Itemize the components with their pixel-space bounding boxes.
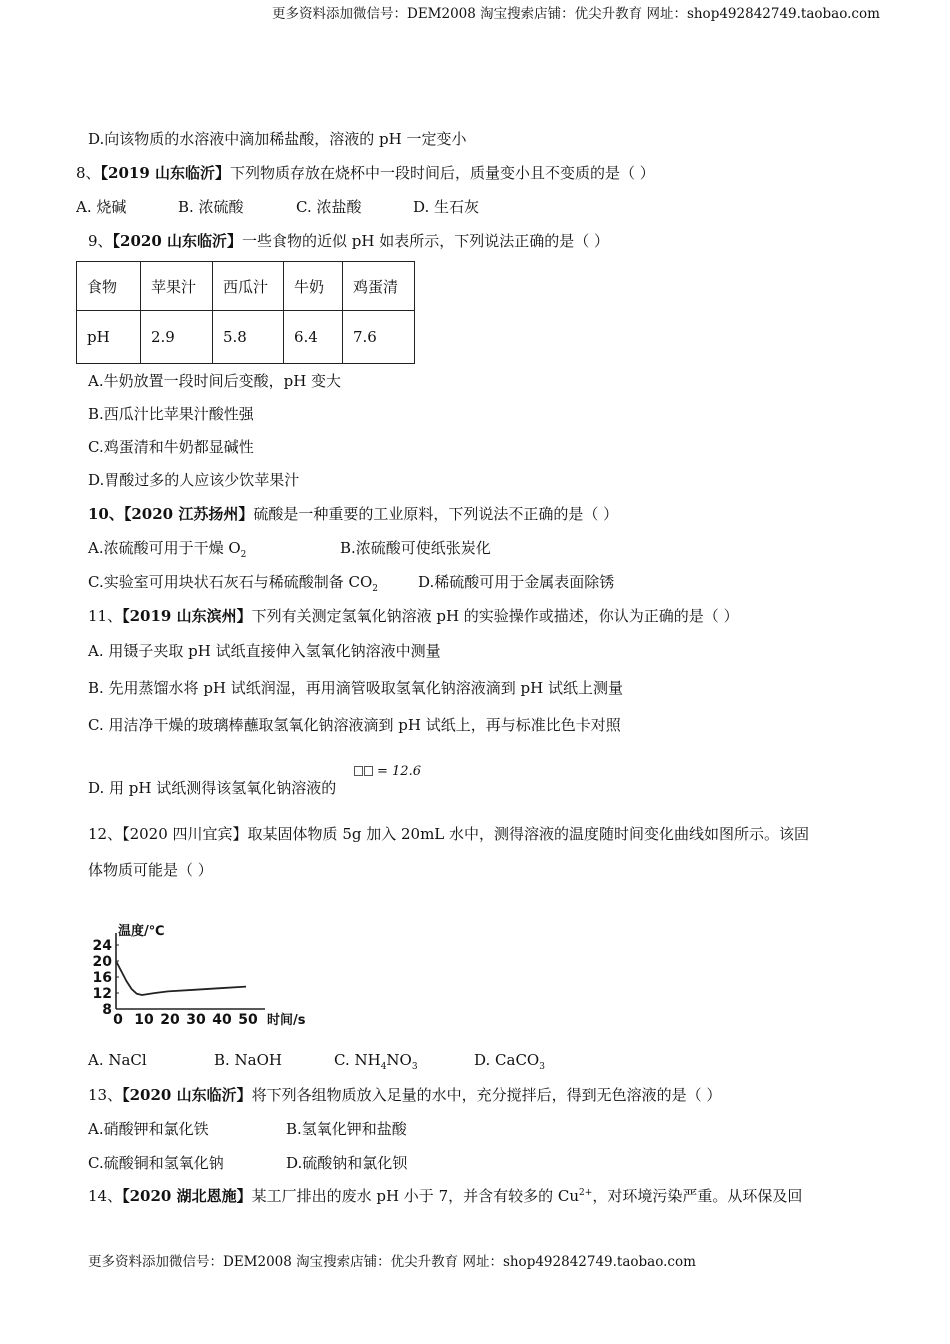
table-cell: pH — [77, 311, 141, 364]
q10-option-d: D.稀硫酸可用于金属表面除锈 — [418, 573, 615, 591]
placeholder-box-icon — [364, 766, 373, 776]
q11-option-d: D. 用 pH 试纸测得该氢氧化钠溶液的 — [88, 779, 337, 797]
q14-stem: 14、【2020 湖北恩施】某工厂排出的废水 pH 小于 7，并含有较多的 $Cu^{2+}$，对环境污染严重。从环保及回 — [88, 1187, 803, 1205]
q12-stem-line2: 体物质可能是（ ） — [88, 861, 213, 879]
x-tick-label: 0 — [113, 1012, 123, 1028]
placeholder-box-icon — [354, 766, 363, 776]
q12-text: 取某固体物质 5g 加入 20mL 水中，测得溶液的温度随时间变化曲线如图所示。该固 — [247, 825, 810, 843]
q10-option-b: B.浓硫酸可使纸张炭化 — [340, 539, 491, 557]
q13-option-b: B.氢氧化钾和盐酸 — [286, 1120, 407, 1138]
table-header-cell: 牛奶 — [284, 262, 343, 311]
q10-option-c: C.实验室可用块状石灰石与稀硫酸制备 $CO_2$ — [88, 573, 378, 594]
q10-stem — [88, 503, 618, 524]
x-tick-label: 40 — [212, 1012, 232, 1028]
q13-number: 13、 — [88, 1086, 123, 1104]
q13-option-c: C.硫酸铜和氢氧化钠 — [88, 1154, 224, 1172]
q11-source-tag: 【2019 山东滨州】 — [122, 607, 252, 625]
q10-text: 硫酸是一种重要的工业原料，下列说法不正确的是（ ） — [253, 505, 619, 523]
y-tick-label: 20 — [92, 954, 112, 970]
ph-table — [76, 261, 415, 364]
q11-number: 11、 — [88, 607, 123, 625]
y-tick-label: 24 — [92, 938, 112, 954]
q10-option-a: A.浓硫酸可用于干燥 $O_2$ — [88, 539, 247, 560]
q8-source-tag: 【2019 山东临沂】 — [100, 164, 231, 182]
q9-option-a: A.牛奶放置一段时间后变酸，pH 变大 — [88, 372, 342, 390]
table-cell: 7.6 — [343, 311, 415, 364]
page-header: 更多资料添加微信号：DEM2008 淘宝搜索店铺：优尖升教育 网址：shop492842749.taobao.com — [272, 6, 880, 22]
q9-text: 一些食物的近似 pH 如表所示，下列说法正确的是（ ） — [242, 232, 610, 250]
q10-source-tag: 【2020 江苏扬州】 — [123, 505, 254, 523]
table-header-cell: 食物 — [77, 262, 141, 311]
y-tick-label: 12 — [92, 986, 112, 1002]
table-header-cell: 鸡蛋清 — [343, 262, 415, 311]
q13-source-tag: 【2020 山东临沂】 — [122, 1086, 252, 1104]
q9-stem — [88, 230, 609, 251]
q8-option-d: D. 生石灰 — [413, 198, 480, 216]
q14-source-tag: 【2020 湖北恩施】 — [122, 1187, 252, 1205]
y-tick-label: 16 — [92, 970, 112, 986]
y-axis-title: 温度/℃ — [118, 924, 165, 939]
x-tick-label: 10 — [134, 1012, 154, 1028]
q11-option-b: B. 先用蒸馏水将 pH 试纸润湿，再用滴管吸取氢氧化钠溶液滴到 pH 试纸上测量 — [88, 679, 624, 697]
q12-number: 12、 — [88, 825, 123, 843]
q10-number: 10、 — [88, 505, 124, 523]
q12-source-tag: 【2020 四川宜宾】 — [122, 825, 248, 843]
q8-stem — [76, 162, 655, 183]
q12-option-d: D. CaCO$_3$ — [474, 1051, 545, 1072]
y-tick-label: 8 — [102, 1002, 112, 1018]
q11-formula: = 12.6 — [354, 764, 421, 779]
temperature-series-line — [116, 961, 246, 995]
q8-number: 8、 — [76, 164, 101, 182]
table-cell: 6.4 — [284, 311, 343, 364]
q11-stem — [88, 605, 739, 626]
q13-stem — [88, 1084, 721, 1105]
q12-option-a: A. NaCl — [88, 1051, 147, 1069]
q13-option-d: D.硫酸钠和氯化钡 — [286, 1154, 408, 1172]
table-header-cell: 苹果汁 — [141, 262, 213, 311]
table-header-row — [77, 262, 415, 311]
q9-number: 9、 — [88, 232, 113, 250]
q9-option-b: B.西瓜汁比苹果汁酸性强 — [88, 405, 254, 423]
q9-option-d: D.胃酸过多的人应该少饮苹果汁 — [88, 471, 300, 489]
q13-text: 将下列各组物质放入足量的水中，充分搅拌后，得到无色溶液的是（ ） — [251, 1086, 722, 1104]
x-axis-title: 时间/s — [267, 1013, 306, 1028]
table-cell: 5.8 — [213, 311, 284, 364]
q9-option-c: C.鸡蛋清和牛奶都显碱性 — [88, 438, 254, 456]
q11-option-c: C. 用洁净干燥的玻璃棒蘸取氢氧化钠溶液滴到 pH 试纸上，再与标准比色卡对照 — [88, 716, 621, 734]
q14-text: 某工厂排出的废水 pH 小于 7，并含有较多的 Cu — [251, 1187, 580, 1205]
q14-number: 14、 — [88, 1187, 123, 1205]
table-row — [77, 311, 415, 364]
temperature-chart — [88, 898, 328, 1028]
q14-text-cont: ，对环境污染严重。从环保及回 — [592, 1187, 803, 1205]
x-tick-label: 50 — [238, 1012, 258, 1028]
q11-option-a: A. 用镊子夹取 pH 试纸直接伸入氢氧化钠溶液中测量 — [88, 642, 441, 660]
q8-text: 下列物质存放在烧杯中一段时间后，质量变小且不变质的是（ ） — [230, 164, 655, 182]
q8-option-c: C. 浓盐酸 — [296, 198, 362, 216]
x-tick-label: 30 — [186, 1012, 206, 1028]
q11-text: 下列有关测定氢氧化钠溶液 pH 的实验操作或描述，你认为正确的是（ ） — [251, 607, 739, 625]
table-header-cell: 西瓜汁 — [213, 262, 284, 311]
q8-option-b: B. 浓硫酸 — [178, 198, 244, 216]
q8-option-a: A. 烧碱 — [76, 198, 127, 216]
q12-stem-line1 — [88, 823, 809, 844]
q9-source-tag: 【2020 山东临沂】 — [112, 232, 243, 250]
x-tick-label: 20 — [160, 1012, 180, 1028]
q13-option-a: A.硝酸钾和氯化铁 — [88, 1120, 209, 1138]
q12-option-c: C. $NH_4NO_3$ — [334, 1051, 418, 1072]
page-footer: 更多资料添加微信号：DEM2008 淘宝搜索店铺：优尖升教育 网址：shop492842749.taobao.com — [88, 1254, 696, 1270]
q7-option-d: D.向该物质的水溶液中滴加稀盐酸，溶液的 pH 一定变小 — [88, 130, 467, 148]
q12-option-b: B. NaOH — [214, 1051, 283, 1069]
table-cell: 2.9 — [141, 311, 213, 364]
